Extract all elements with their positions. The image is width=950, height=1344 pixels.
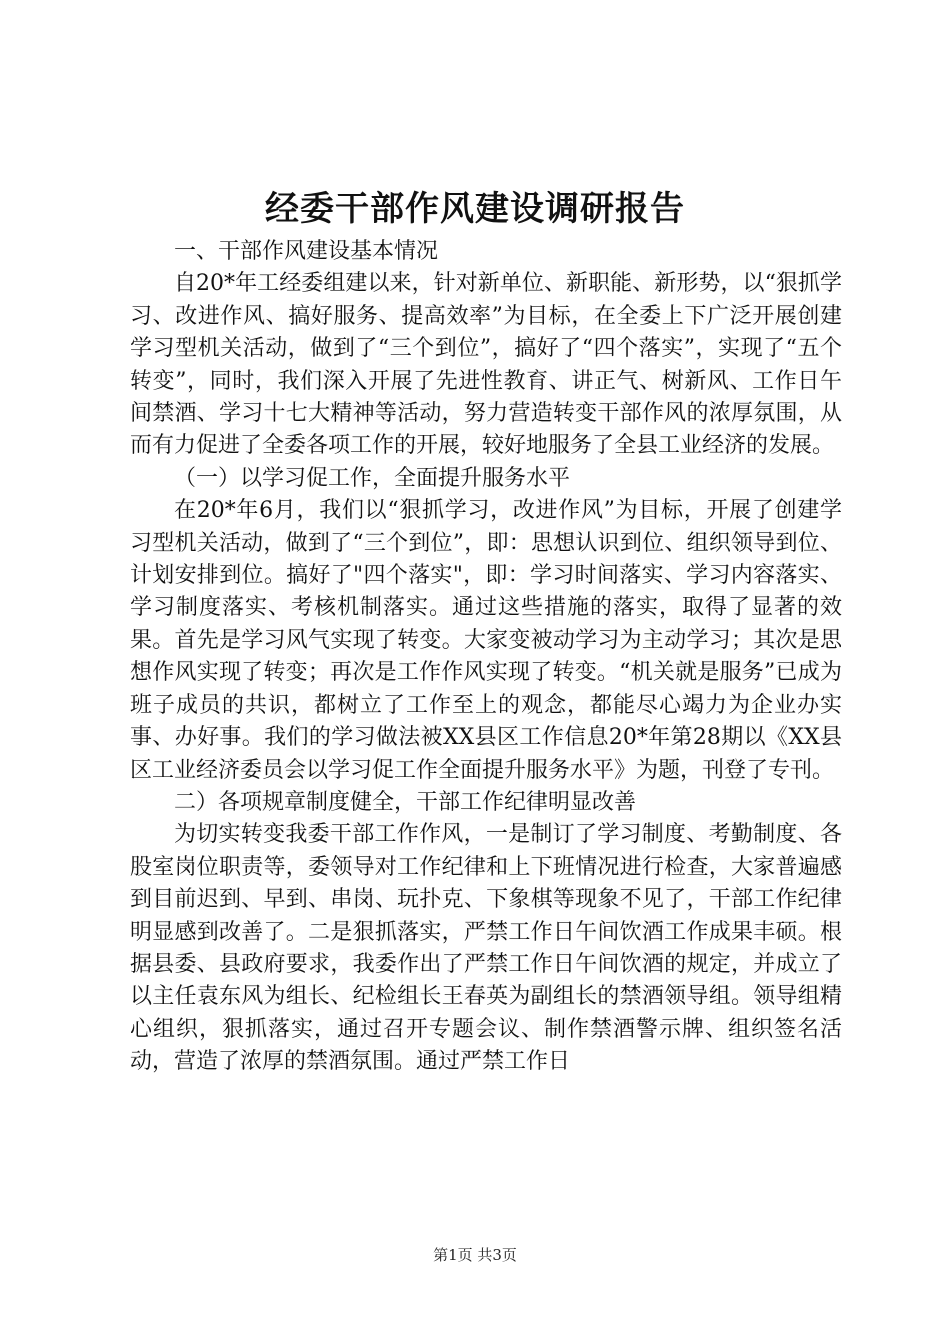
- document-body: [130, 236, 842, 1079]
- document-title: 经委干部作风建设调研报告: [265, 189, 685, 229]
- page-footer: 第1页 共3页: [433, 1246, 517, 1264]
- body-paragraph: 自20*年工经委组建以来，针对新单位、新职能、新形势，以“狠抓学习、改进作风、搞好服务、提高效率”为目标，在全委上下广泛开展创建学习型机关活动，做到了“三个到位”，搞好了“四个落实”，实现了“五个转变”，同时，我们深入开展了先进性教育、讲正气、树新风、工作日午间禁酒、学习十七大精神等活动，努力营造转变干部作风的浓厚氛围，从而有力促进了全委各项工作的开展，较好地服务了全县工业经济的发展。: [130, 271, 842, 459]
- section-heading: 一、干部作风建设基本情况: [174, 239, 439, 264]
- body-paragraph: 在20*年6月，我们以“狠抓学习，改进作风”为目标，开展了创建学习型机关活动，做到了“三个到位”，即：思想认识到位、组织领导到位、计划安排到位。搞好了"四个落实"，即：学习时间落实、学习内容落实、学习制度落实、考核机制落实。通过这些措施的落实，取得了显著的效果。首先是学习风气实现了转变。大家变被动学习为主动学习；其次是思想作风实现了转变；再次是工作作风实现了转变。“机关就是服务”已成为班子成员的共识，都树立了工作至上的观念，都能尽心竭力为企业办实事、办好事。我们的学习做法被XX县区工作信息20*年第28期以《XX县区工业经济委员会以学习促工作全面提升服务水平》为题，刊登了专刊。: [130, 498, 842, 783]
- body-paragraph: 为切实转变我委干部工作作风，一是制订了学习制度、考勤制度、各股室岗位职责等，委领导对工作纪律和上下班情况进行检查，大家普遍感到目前迟到、早到、串岗、玩扑克、下象棋等现象不见了，干部工作纪律明显感到改善了。二是狠抓落实，严禁工作日午间饮酒工作成果丰硕。根据县委、县政府要求，我委作出了严禁工作日午间饮酒的规定，并成立了以主任袁东风为组长、纪检组长王春英为副组长的禁酒领导组。领导组精心组织，狠抓落实，通过召开专题会议、制作禁酒警示牌、组织签名活动，营造了浓厚的禁酒氛围。通过严禁工作日: [130, 822, 842, 1075]
- subsection-heading: 二）各项规章制度健全，干部工作纪律明显改善: [174, 789, 637, 815]
- subsection-heading: （一）以学习促工作，全面提升服务水平: [174, 465, 571, 491]
